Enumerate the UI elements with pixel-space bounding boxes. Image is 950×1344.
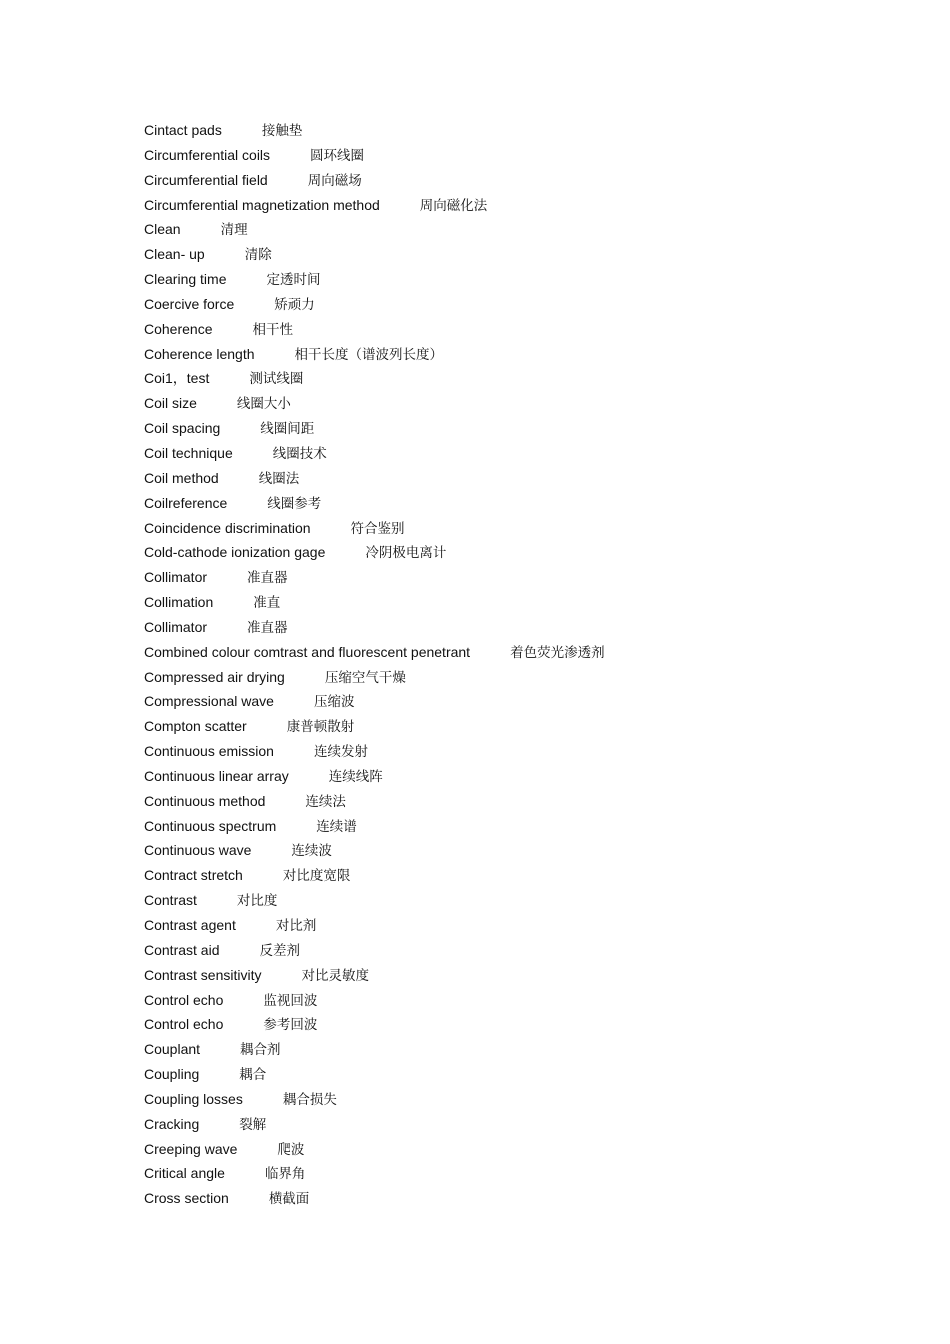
entry-term: Compressed air drying xyxy=(144,668,285,685)
entry-term: Coupling xyxy=(144,1066,200,1083)
entry-translation: 准直 xyxy=(253,595,281,612)
entry-term: Compton scatter xyxy=(144,718,247,735)
entry-term: Contrast sensitivity xyxy=(144,966,262,983)
glossary-entry xyxy=(144,764,605,789)
glossary-entry xyxy=(144,391,605,416)
entry-translation: 着色荧光渗透剂 xyxy=(510,644,605,661)
entry-term: Continuous spectrum xyxy=(144,817,277,834)
glossary-entry xyxy=(144,938,605,963)
glossary-entry xyxy=(144,565,605,590)
glossary-entry xyxy=(144,863,605,888)
entry-term: Control echo xyxy=(144,1016,224,1033)
entry-term: Circumferential field xyxy=(144,171,268,188)
glossary-entry xyxy=(144,1087,605,1112)
glossary-entry xyxy=(144,242,605,267)
entry-translation: 裂解 xyxy=(239,1116,267,1133)
glossary-entry xyxy=(144,838,605,863)
glossary-list xyxy=(144,118,605,1211)
glossary-entry xyxy=(144,665,605,690)
entry-term: Cintact pads xyxy=(144,122,222,138)
glossary-entry xyxy=(144,267,605,292)
glossary-entry xyxy=(144,193,605,218)
entry-translation: 线圈参考 xyxy=(267,495,322,512)
entry-term: Collimator xyxy=(144,618,208,635)
entry-term: Contract stretch xyxy=(144,867,243,884)
entry-term: Contrast agent xyxy=(144,917,236,933)
entry-translation: 对比剂 xyxy=(275,918,317,934)
glossary-entry xyxy=(144,789,605,814)
entry-term: Cross section xyxy=(144,1190,229,1207)
entry-translation: 对比度 xyxy=(236,893,278,910)
entry-term: Cold-cathode ionization gage xyxy=(144,544,326,561)
entry-translation: 周向磁化法 xyxy=(419,197,488,214)
entry-term: Clean xyxy=(144,221,181,238)
entry-term: Continuous method xyxy=(144,792,266,809)
glossary-entry xyxy=(144,615,605,640)
entry-translation: 反差剂 xyxy=(259,942,300,959)
entry-translation: 监视回波 xyxy=(263,992,318,1009)
entry-translation: 冷阴极电离计 xyxy=(365,545,447,562)
entry-term: Circumferential coils xyxy=(144,146,271,163)
glossary-entry xyxy=(144,1161,605,1186)
entry-term: Creeping wave xyxy=(144,1140,238,1157)
entry-term: Coil method xyxy=(144,469,219,486)
entry-translation: 圆环线圈 xyxy=(310,147,365,164)
glossary-entry xyxy=(144,1037,605,1062)
glossary-entry xyxy=(144,118,605,143)
entry-translation: 耦合 xyxy=(239,1067,267,1084)
glossary-entry xyxy=(144,1137,605,1162)
entry-term: Couplant xyxy=(144,1041,201,1058)
entry-translation: 连续波 xyxy=(291,843,332,860)
entry-term: Coercive force xyxy=(144,295,235,312)
entry-translation: 准直器 xyxy=(247,619,288,636)
entry-translation: 清理 xyxy=(220,222,248,239)
entry-term: Coilreference xyxy=(144,494,228,511)
glossary-entry xyxy=(144,292,605,317)
glossary-entry xyxy=(144,366,605,391)
glossary-entry xyxy=(144,640,605,665)
entry-term: Continuous emission xyxy=(144,743,274,760)
entry-translation: 耦合损失 xyxy=(282,1091,337,1108)
entry-translation: 清除 xyxy=(244,247,272,264)
glossary-entry xyxy=(144,689,605,714)
glossary-entry xyxy=(144,516,605,541)
entry-translation: 线圈间距 xyxy=(260,421,315,438)
entry-term: Clearing time xyxy=(144,271,227,288)
entry-translation: 压缩波 xyxy=(313,694,355,711)
entry-term: Clean- up xyxy=(144,246,205,263)
entry-translation: 接触垫 xyxy=(261,123,303,139)
glossary-entry xyxy=(144,913,605,938)
entry-term: Compressional wave xyxy=(144,693,274,710)
entry-translation: 耦合剂 xyxy=(240,1042,281,1059)
entry-term: Collimation xyxy=(144,594,214,611)
entry-term: Coil technique xyxy=(144,444,233,461)
glossary-entry xyxy=(144,466,605,491)
glossary-entry xyxy=(144,963,605,988)
entry-term: Combined colour comtrast and fluorescent penetrant xyxy=(144,643,471,660)
entry-translation: 线圈技术 xyxy=(272,445,327,462)
glossary-entry xyxy=(144,739,605,764)
glossary-entry xyxy=(144,1112,605,1137)
entry-term: Continuous linear array xyxy=(144,767,289,784)
glossary-entry xyxy=(144,988,605,1013)
glossary-entry xyxy=(144,714,605,739)
glossary-entry xyxy=(144,168,605,193)
entry-translation: 连续线阵 xyxy=(328,768,383,785)
entry-term: Contrast xyxy=(144,892,197,909)
glossary-entry xyxy=(144,1012,605,1037)
glossary-entry xyxy=(144,491,605,516)
glossary-entry xyxy=(144,143,605,168)
entry-translation: 临界角 xyxy=(264,1166,306,1183)
entry-term: Collimator xyxy=(144,569,208,586)
glossary-entry xyxy=(144,217,605,242)
entry-term: Coil size xyxy=(144,395,197,412)
entry-translation: 连续发射 xyxy=(313,744,368,761)
entry-term: Critical angle xyxy=(144,1165,225,1182)
entry-translation: 横截面 xyxy=(268,1191,310,1208)
entry-translation: 参考回波 xyxy=(263,1017,318,1034)
entry-translation: 爬波 xyxy=(277,1141,305,1158)
entry-translation: 周向磁场 xyxy=(307,172,362,189)
glossary-entry xyxy=(144,317,605,342)
entry-term: Coincidence discrimination xyxy=(144,519,311,536)
glossary-entry xyxy=(144,416,605,441)
entry-translation: 对比度宽限 xyxy=(282,868,351,885)
entry-translation: 测试线圈 xyxy=(249,371,304,388)
entry-term: Coi1，test xyxy=(144,370,210,387)
entry-translation: 压缩空气干燥 xyxy=(324,669,406,686)
glossary-entry xyxy=(144,814,605,839)
entry-term: Coherence xyxy=(144,320,213,337)
entry-translation: 对比灵敏度 xyxy=(301,967,369,984)
entry-term: Coil spacing xyxy=(144,420,221,437)
glossary-entry xyxy=(144,1186,605,1211)
entry-term: Coupling losses xyxy=(144,1090,243,1107)
entry-translation: 相干性 xyxy=(252,321,293,338)
entry-translation: 线圈大小 xyxy=(236,396,291,413)
glossary-entry xyxy=(144,441,605,466)
glossary-entry xyxy=(144,590,605,615)
entry-translation: 连续谱 xyxy=(316,818,357,835)
entry-term: Contrast aid xyxy=(144,941,220,958)
glossary-entry xyxy=(144,342,605,367)
entry-translation: 符合鉴别 xyxy=(350,520,405,537)
entry-translation: 康普顿散射 xyxy=(286,719,355,736)
entry-translation: 连续法 xyxy=(305,793,346,810)
entry-translation: 矫顽力 xyxy=(274,296,315,313)
entry-term: Control echo xyxy=(144,991,224,1008)
entry-term: Continuous wave xyxy=(144,842,252,859)
glossary-entry xyxy=(144,888,605,913)
entry-term: Circumferential magnetization method xyxy=(144,196,380,213)
entry-translation: 定透时间 xyxy=(266,272,321,289)
entry-translation: 线圈法 xyxy=(258,470,300,487)
entry-translation: 准直器 xyxy=(247,570,288,587)
entry-term: Coherence length xyxy=(144,345,255,362)
glossary-entry xyxy=(144,540,605,565)
entry-translation: 相干长度（谱波列长度） xyxy=(294,346,444,363)
entry-term: Cracking xyxy=(144,1115,200,1132)
glossary-entry xyxy=(144,1062,605,1087)
